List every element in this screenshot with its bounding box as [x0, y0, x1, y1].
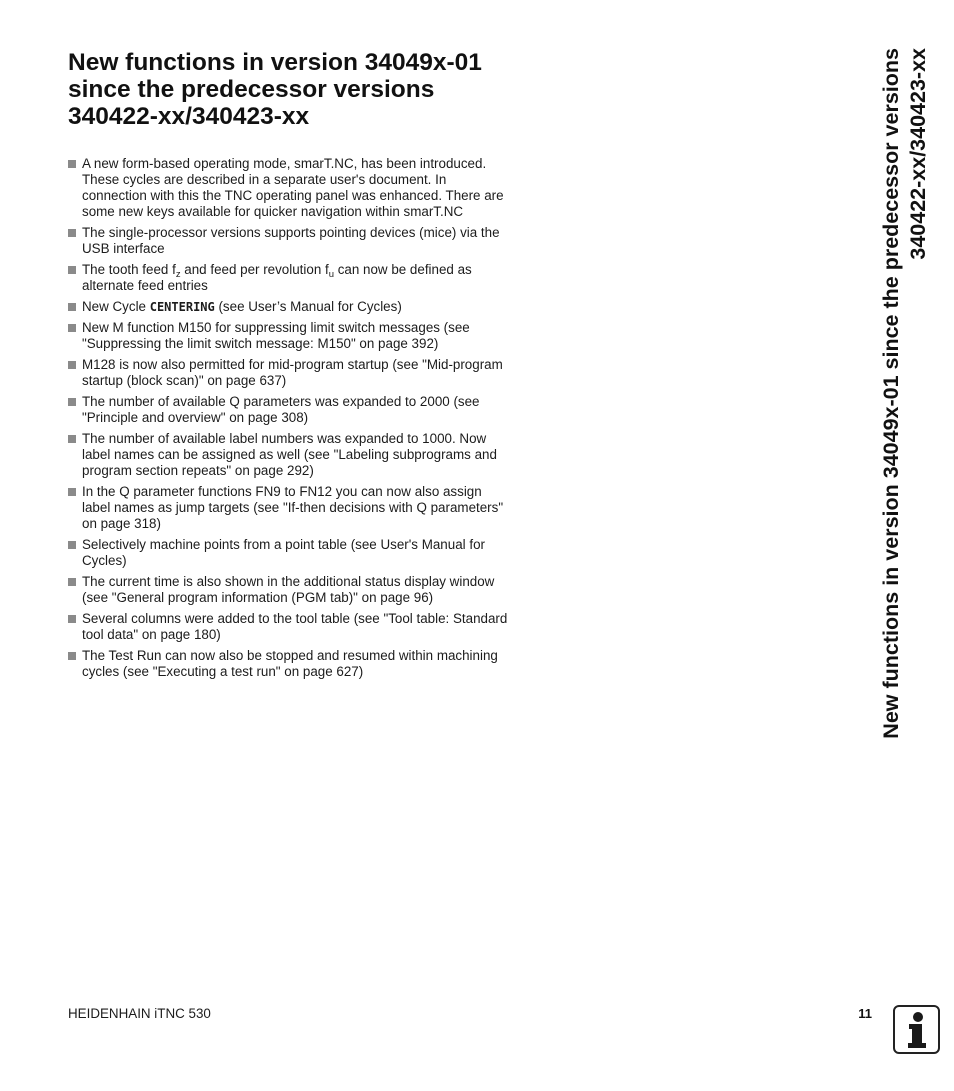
- list-item: New M function M150 for suppressing limit switch messages (see "Suppressing the limit switch message: M150" on page 392): [68, 320, 513, 352]
- side-header: [878, 48, 940, 868]
- cycle-name-code: CENTERING: [149, 300, 215, 314]
- list-item: M128 is now also permitted for mid-program startup (see "Mid-program startup (block scan)" on page 637): [68, 357, 513, 389]
- footer-text: HEIDENHAIN iTNC 530: [68, 1006, 211, 1021]
- bullet-square-icon: [68, 160, 76, 168]
- list-item: New Cycle CENTERING (see User’s Manual for Cycles): [68, 299, 513, 315]
- list-item: In the Q parameter functions FN9 to FN12 you can now also assign label names as jump targets (see "If-then decisions with Q parameters" on page 318): [68, 484, 513, 532]
- page-number: 11: [858, 1006, 872, 1021]
- page-title: [68, 49, 588, 130]
- list-item: The Test Run can now also be stopped and resumed within machining cycles (see "Executing a test run" on page 627): [68, 648, 513, 680]
- list-item: A new form-based operating mode, smarT.NC, has been introduced. These cycles are described in a separate user's document. In connection with this the TNC operating panel was enhanced. There are some new keys available for quicker navigation within smarT.NC: [68, 156, 513, 220]
- bullet-square-icon: [68, 398, 76, 406]
- list-item: The number of available label numbers was expanded to 1000. Now label names can be assigned as well (see "Labeling subprograms and program section repeats" on page 292): [68, 431, 513, 479]
- side-title-line-1: New functions in version 34049x-01 since the predecessor versions: [879, 48, 903, 739]
- bullet-square-icon: [68, 229, 76, 237]
- list-item: The number of available Q parameters was expanded to 2000 (see "Principle and overview" on page 308): [68, 394, 513, 426]
- list-item: Selectively machine points from a point table (see User's Manual for Cycles): [68, 537, 513, 569]
- list-item: Several columns were added to the tool table (see "Tool table: Standard tool data" on page 180): [68, 611, 513, 643]
- bullet-square-icon: [68, 541, 76, 549]
- bullet-square-icon: [68, 361, 76, 369]
- bullet-square-icon: [68, 435, 76, 443]
- bullet-square-icon: [68, 488, 76, 496]
- title-line-1: New functions in version 34049x-01: [68, 49, 482, 76]
- bullet-square-icon: [68, 578, 76, 586]
- bullet-square-icon: [68, 303, 76, 311]
- side-title: [878, 48, 940, 868]
- title-line-3: 340422-xx/340423-xx: [68, 103, 310, 130]
- title-line-2: since the predecessor versions: [68, 76, 435, 103]
- bullet-square-icon: [68, 266, 76, 274]
- feature-list: [68, 156, 513, 685]
- info-icon: [893, 1005, 940, 1054]
- list-item: The tooth feed $f_z$ and feed per revolution $f_u$ can now be defined as alternate feed entries: [68, 262, 513, 294]
- bullet-square-icon: [68, 615, 76, 623]
- list-item: The current time is also shown in the additional status display window (see "General program information (PGM tab)" on page 96): [68, 574, 513, 606]
- bullet-square-icon: [68, 324, 76, 332]
- side-title-line-2: 340422-xx/340423-xx: [906, 48, 930, 260]
- list-item: The single-processor versions supports pointing devices (mice) via the USB interface: [68, 225, 513, 257]
- bullet-square-icon: [68, 652, 76, 660]
